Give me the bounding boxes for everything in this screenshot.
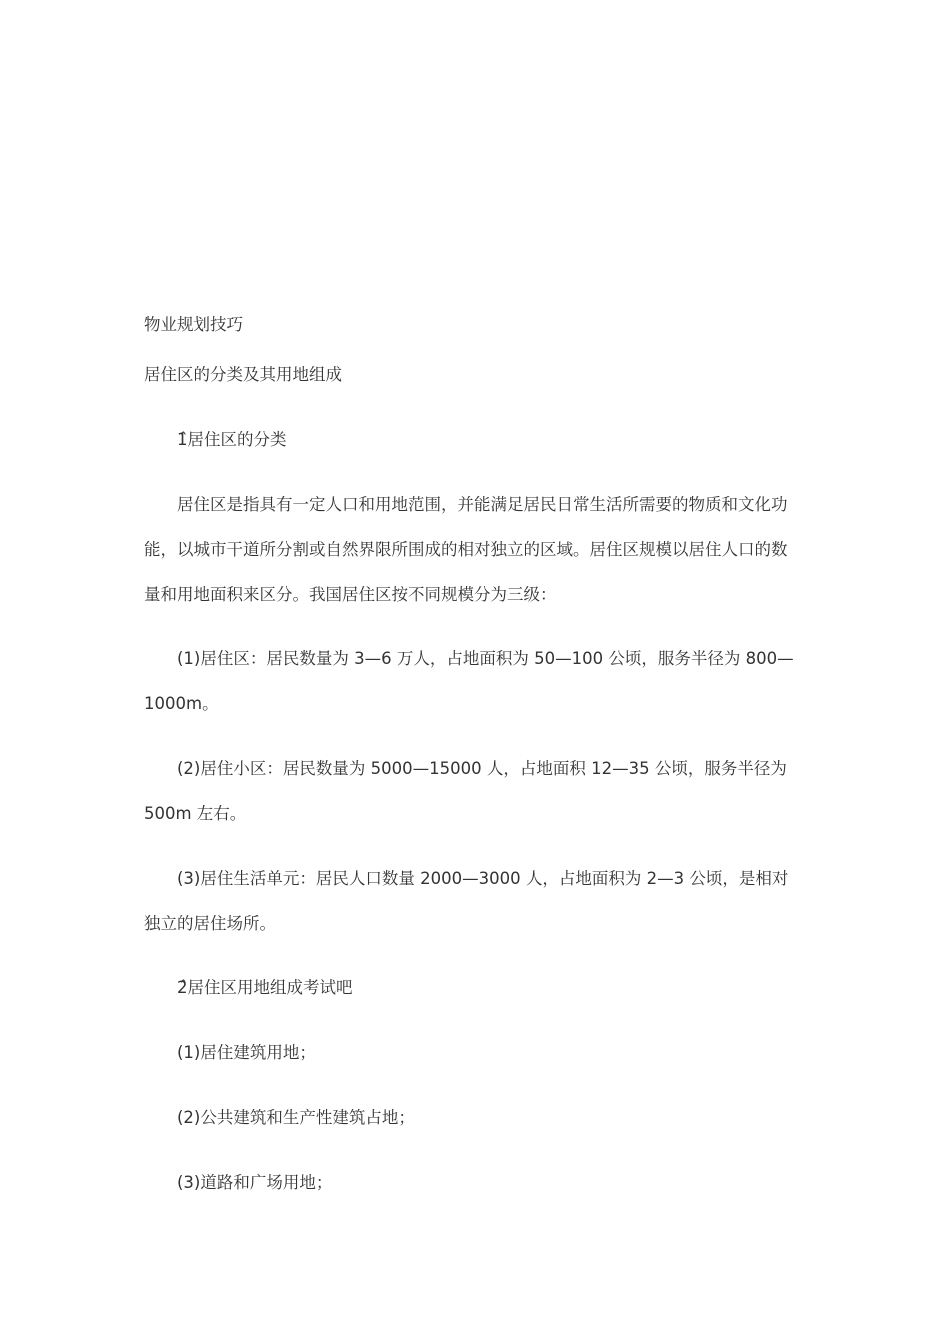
section-heading-1: 1̂居住区的分类	[177, 430, 287, 449]
paragraph-line: 能，以城市干道所分割或自然界限所围成的相对独立的区域。居住区规模以居住人口的数	[144, 540, 788, 559]
document-subtitle: 居住区的分类及其用地组成	[144, 365, 342, 384]
land-use-item: (3)道路和广场用地；	[177, 1173, 333, 1192]
list-item-line: 独立的居住场所。	[144, 914, 276, 933]
section-heading-2: 2̂居住区用地组成考试吧	[177, 978, 353, 997]
list-item-line: (1)居住区：居民数量为 3—6 万人，占地面积为 50—100 公顷，服务半径为 800—	[177, 649, 794, 668]
document-title: 物业规划技巧	[144, 315, 243, 334]
land-use-item: (1)居住建筑用地；	[177, 1043, 316, 1062]
list-item-line: 1000m。	[144, 694, 219, 713]
list-item-line: (3)居住生活单元：居民人口数量 2000—3000 人，占地面积为 2—3 公顷，是相对	[177, 869, 789, 888]
paragraph-line: 居住区是指具有一定人口和用地范围，并能满足居民日常生活所需要的物质和文化功	[177, 495, 788, 514]
list-item-line: (2)居住小区：居民数量为 5000—15000 人，占地面积 12—35 公顷，服务半径为	[177, 759, 787, 778]
land-use-item: (2)公共建筑和生产性建筑占地；	[177, 1108, 415, 1127]
list-item-line: 500m 左右。	[144, 804, 247, 823]
paragraph-line: 量和用地面积来区分。我国居住区按不同规模分为三级：	[144, 585, 557, 604]
